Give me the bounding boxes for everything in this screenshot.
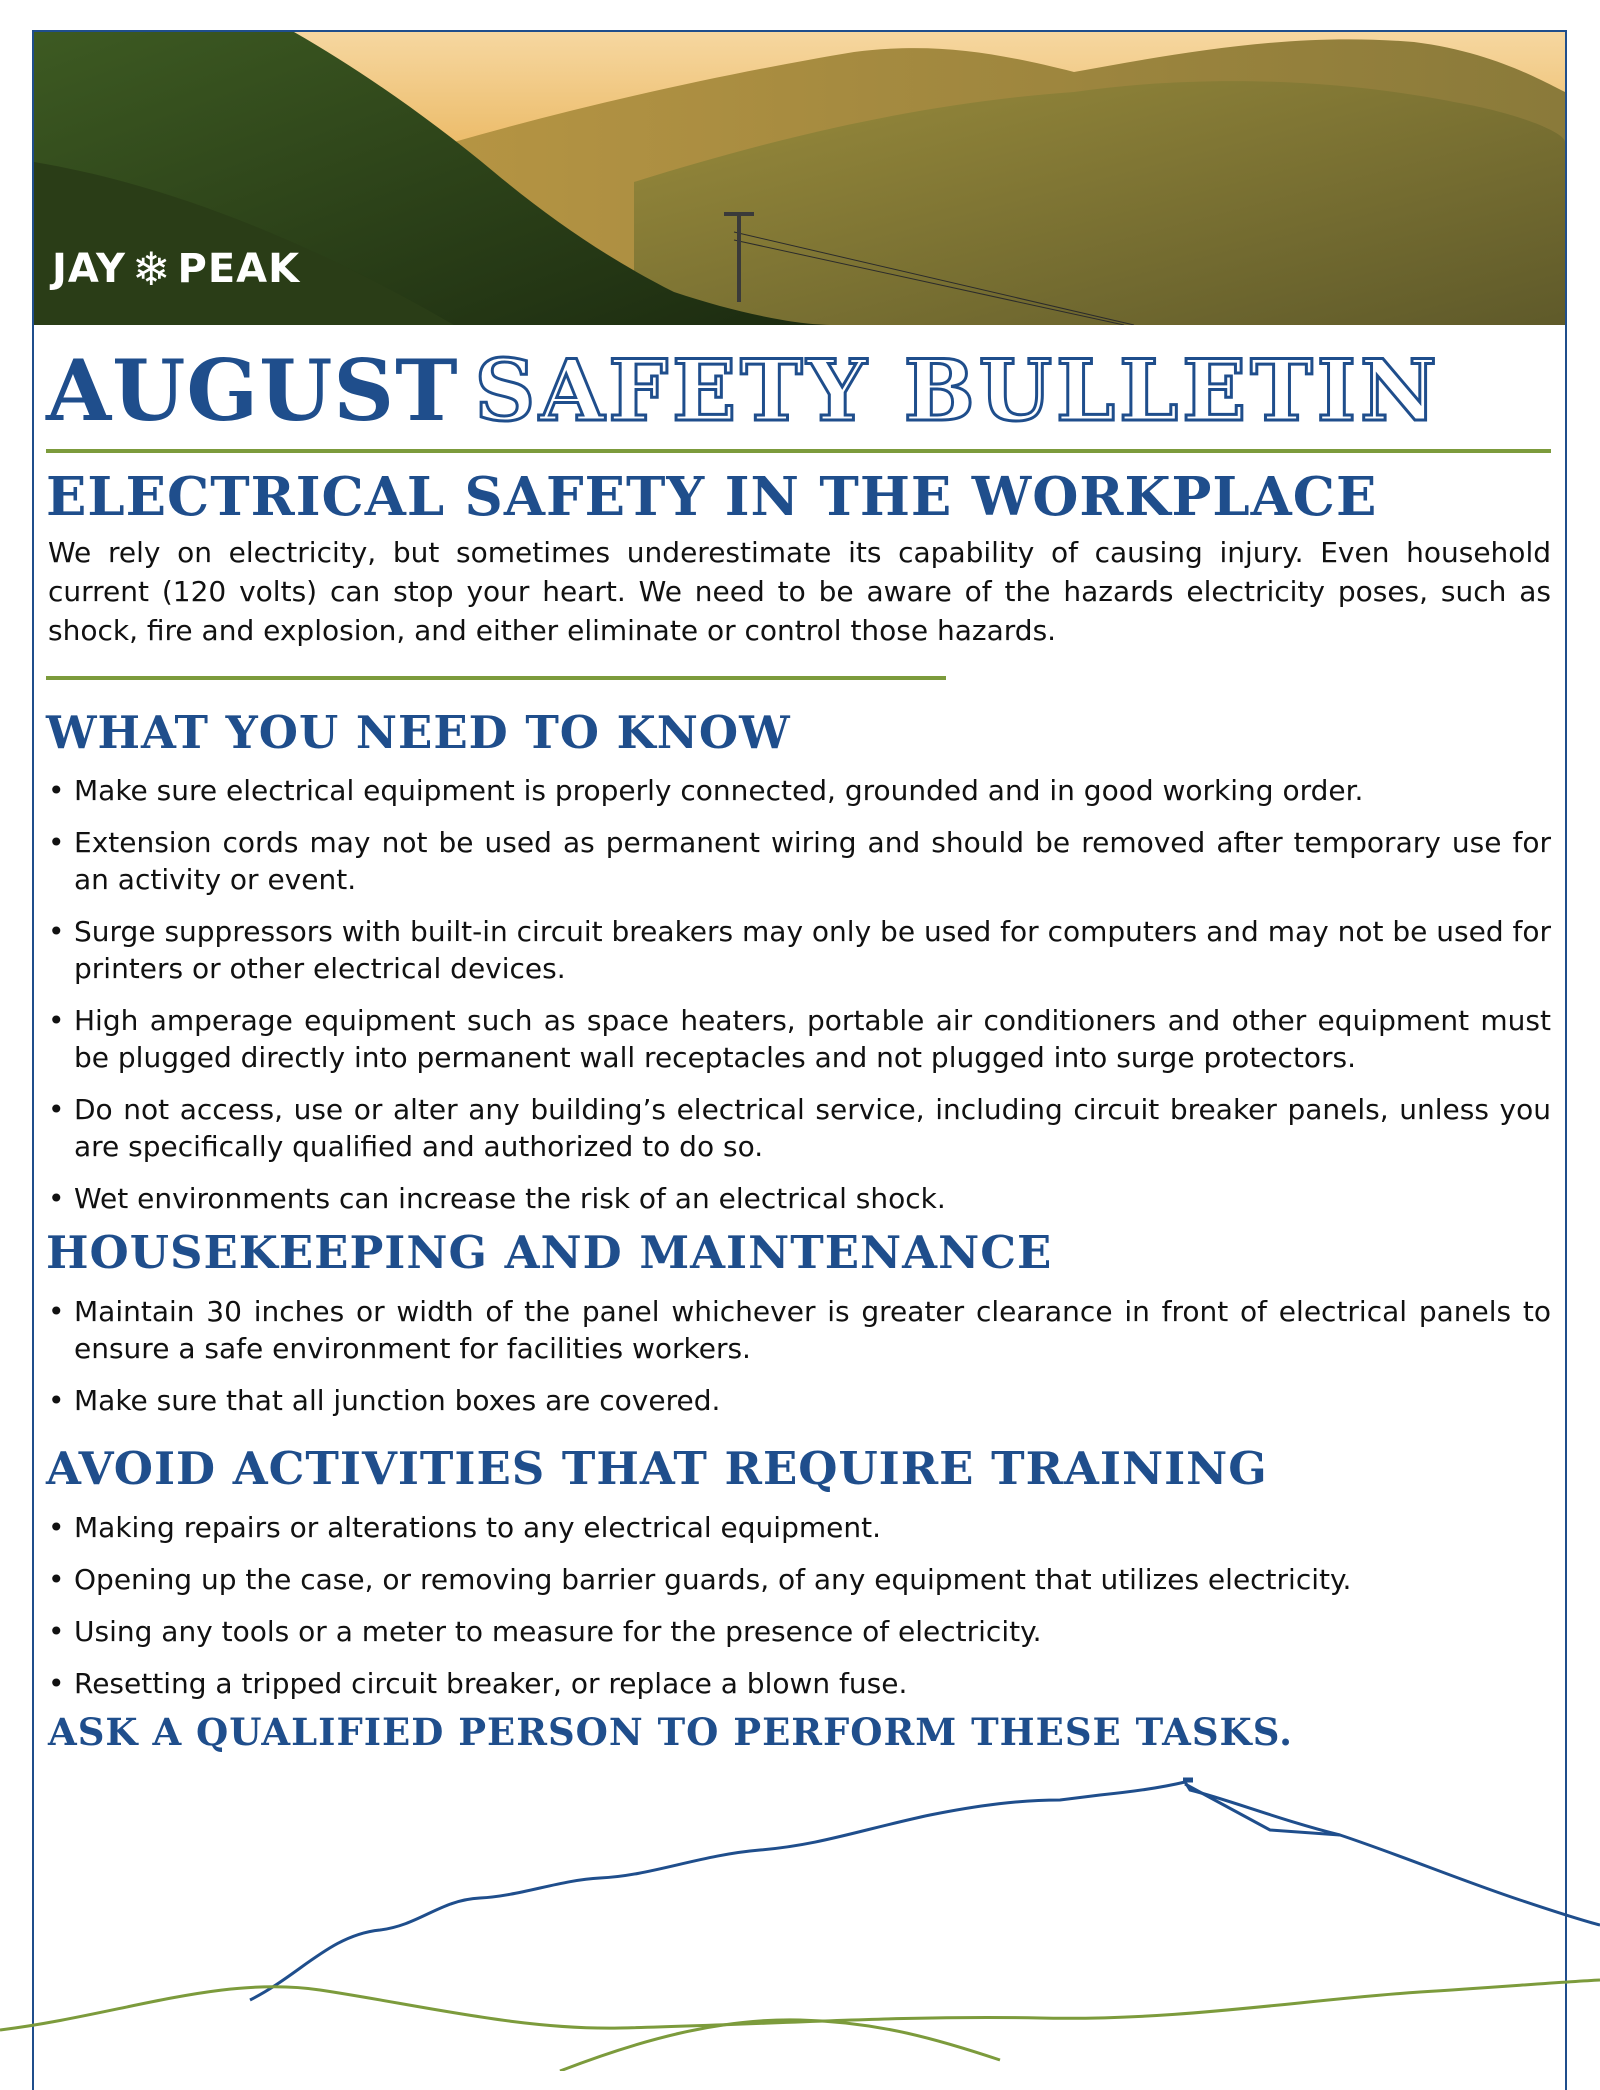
- green-divider-mid: [46, 676, 946, 680]
- section-heading-what-you-need-to-know: WHAT YOU NEED TO KNOW: [46, 706, 791, 759]
- list-item: • Using any tools or a meter to measure for the presence of electricity.: [48, 1613, 1551, 1650]
- section-heading-housekeeping: HOUSEKEEPING AND MAINTENANCE: [46, 1226, 1053, 1279]
- list-item: • Do not access, use or alter any building’s electrical service, including circuit breaker panels, unless you are specifically qualified and authorized to do so.: [48, 1091, 1551, 1165]
- list-item: • Opening up the case, or removing barrier guards, of any equipment that utilizes electricity.: [48, 1561, 1551, 1598]
- qualified-person-callout: ASK A QUALIFIED PERSON TO PERFORM THESE TASKS.: [48, 1710, 1293, 1754]
- list-item: • Maintain 30 inches or width of the panel whichever is greater clearance in front of electrical panels to ensure a safe environment for facilities workers.: [48, 1293, 1551, 1367]
- green-divider-top: [46, 449, 1551, 453]
- bulletin-title: [46, 340, 1556, 440]
- mountain-outline-footer: [0, 1760, 1600, 2071]
- logo-text-peak: PEAK: [177, 246, 301, 292]
- list-item: • Resetting a tripped circuit breaker, or replace a blown fuse.: [48, 1665, 1551, 1702]
- list-item: • Surge suppressors with built-in circuit breakers may only be used for computers and may not be used for printers or other electrical devices.: [48, 913, 1551, 987]
- title-safety-bulletin: SAFETY BULLETIN: [474, 340, 1441, 440]
- list-item: • Make sure that all junction boxes are covered.: [48, 1382, 1551, 1419]
- avoid-list: [48, 1509, 1551, 1717]
- section-heading-electrical-safety: ELECTRICAL SAFETY IN THE WORKPLACE: [46, 466, 1378, 528]
- intro-paragraph: We rely on electricity, but sometimes underestimate its capability of causing injury. Even household current (120 volts) can stop your heart. We need to be aware of the hazards electricity poses, such as shock, fire and explosion, and either eliminate or control those hazards.: [48, 536, 1551, 647]
- list-item: • Extension cords may not be used as permanent wiring and should be removed after temporary use for an activity or event.: [48, 824, 1551, 898]
- list-item: • High amperage equipment such as space heaters, portable air conditioners and other equipment must be plugged directly into permanent wall receptacles and not plugged into surge protectors.: [48, 1002, 1551, 1076]
- jay-peak-logo: [52, 244, 300, 294]
- list-item: • Wet environments can increase the risk of an electrical shock.: [48, 1180, 1551, 1217]
- housekeeping-list: [48, 1293, 1551, 1434]
- list-item: • Make sure electrical equipment is properly connected, grounded and in good working order.: [48, 772, 1551, 809]
- section-heading-avoid-activities: AVOID ACTIVITIES THAT REQUIRE TRAINING: [46, 1442, 1268, 1495]
- logo-text-jay: JAY: [52, 246, 126, 292]
- list-item: • Making repairs or alterations to any electrical equipment.: [48, 1509, 1551, 1546]
- title-month: AUGUST: [46, 340, 459, 440]
- know-list: [48, 772, 1551, 1232]
- snowflake-icon: ❄: [131, 242, 172, 296]
